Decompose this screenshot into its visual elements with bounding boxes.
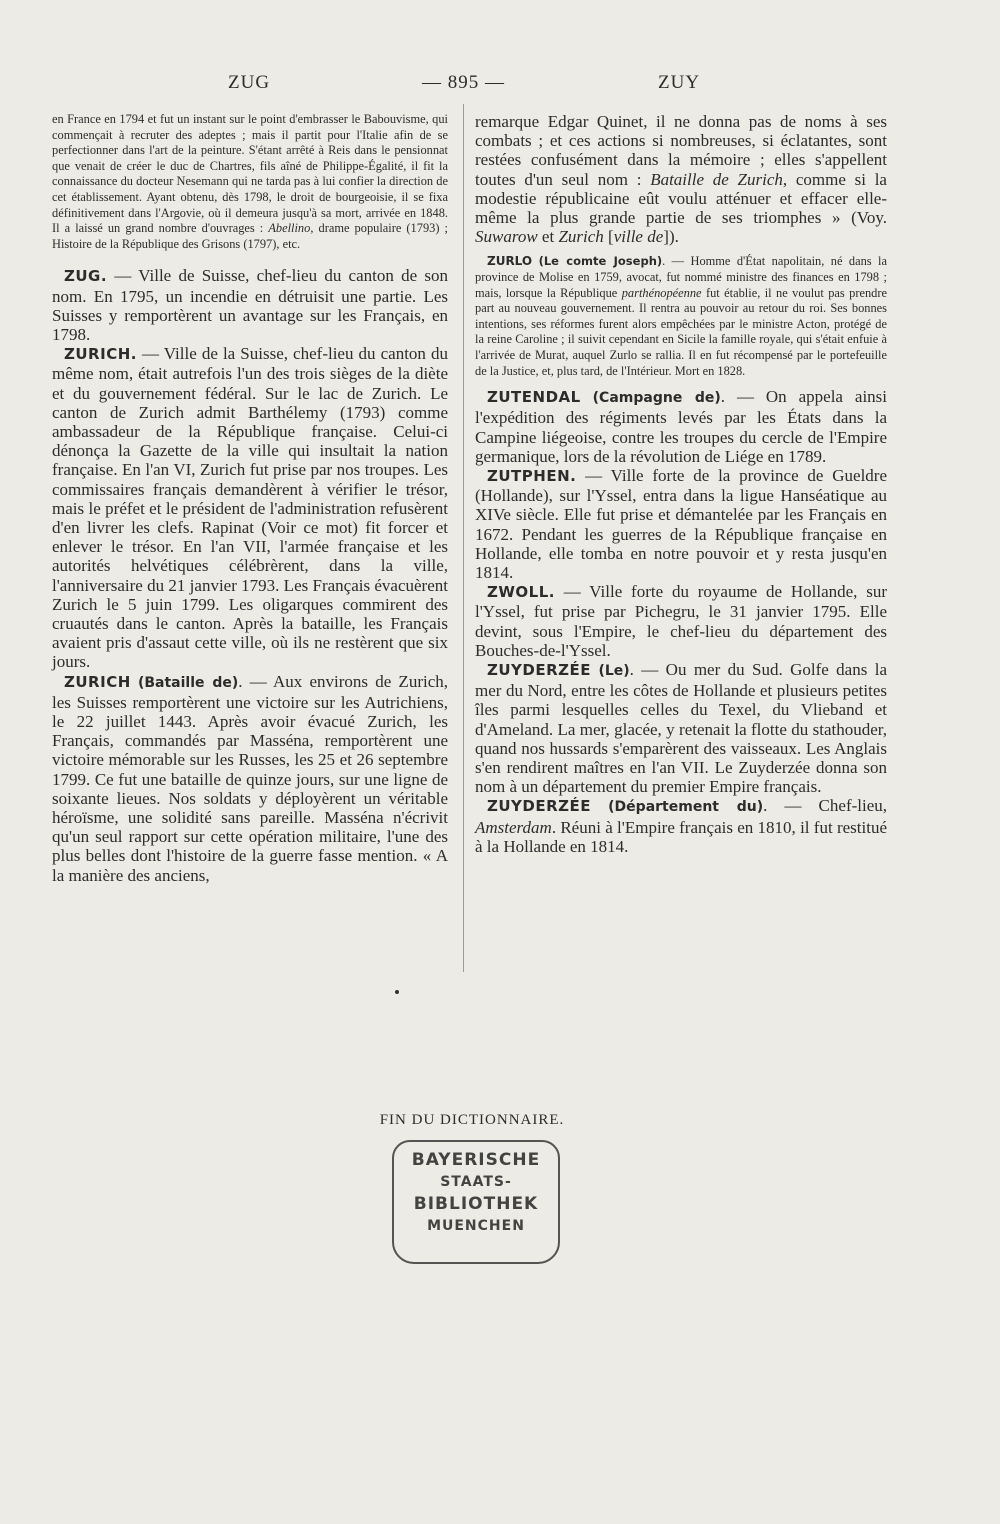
- entry-zurich-bataille: ZURICH (Bataille de). — Aux environs de Zurich, les Suisses remportèrent une victoire sur les Autrichiens, le 22 juillet 1443. Après avoir évacué Zurich, les Français, commandés par Masséna, remportèrent une victoire mémorable sur les Russes, les 25 et 26 septembre 1799. Ce fut une bataille de quinze jours, sur une ligne de soixante lieues. Nos soldats y déployèrent un véritable héroïsme, une solidité sans pareille. Masséna n'écrivit qu'un seul rapport sur cette opération militaire, l'une des plus belles dont l'histoire de la guerre fasse mention. « A la manière des anciens,: [52, 671, 448, 885]
- page-number: — 895 —: [422, 72, 505, 93]
- entry-zwoll: ZWOLL. — Ville forte du royaume de Hollande, sur l'Yssel, fut prise par Pichegru, le 31 janvier 1795. Elle devint, sous l'Empire, le chef-lieu du département des Bouches-de-l'Yssel.: [475, 582, 887, 660]
- library-stamp: [392, 1140, 560, 1264]
- stamp-line-4: MUENCHEN: [427, 1218, 525, 1234]
- entry-zug: ZUG. — Ville de Suisse, chef-lieu du canton de son nom. En 1795, un incendie en détruisit une partie. Les Suisses y remportèrent un avantage sur les Français, en 1798.: [52, 266, 448, 344]
- continuation-paragraph: remarque Edgar Quinet, il ne donna pas de noms à ses combats ; et ces actions si nombreuses, si éclatantes, sont restées confusément dans la mémoire ; elles s'appellent toutes d'un seul nom : Bataille de Zurich, comme si la modestie républicaine eût voulu atténuer et effacer elle-même la plus grande partie de ses triomphes » (Voy. Suwarow et Zurich [ville de]).: [475, 112, 887, 247]
- end-of-dictionary: FIN DU DICTIONNAIRE.: [379, 1112, 565, 1128]
- entry-zurlo: ZURLO (Le comte Joseph). — Homme d'État napolitain, né dans la province de Molise en 1759, avocat, fut nommé ministre des finances en 1798 ; mais, lorsque la République parthénopéenne fut établie, il ne voulut pas prendre part au nouveau gouvernement. Il rentra au pouvoir au retour du roi. Ses bonnes intentions, ses réformes furent alors empêchées par le ministre Acton, protégé de la reine Caroline ; il suivit cependant en Sicile la famille royale, qui s'était enfuie à l'arrivée de Murat, auquel Zurlo se rallia. Il en fut récompensé par le portefeuille de la Justice, et, plus tard, de l'Intérieur. Mort en 1828.: [475, 254, 887, 378]
- headword-zurich: ZURICH.: [64, 345, 137, 364]
- page-header: [60, 72, 940, 100]
- entry-zuyderzee: ZUYDERZÉE (Le). — Ou mer du Sud. Golfe dans la mer du Nord, entre les côtes de Hollande et plusieurs petites îles parmi lesquelles celles du Texel, du Vlieband et d'Ameland. La mer, glacée, y retenait la flotte du stathouder, quand nos hussards s'emparèrent des vaisseaux. Les Anglais s'en rendirent maîtres en l'an VII. Le Zuyderzée donna son nom à un département du premier Empire français.: [475, 660, 887, 797]
- stamp-line-2: STAATS-: [440, 1174, 512, 1190]
- headword-zug: ZUG.: [64, 267, 108, 286]
- headword-zwoll: ZWOLL.: [487, 583, 555, 602]
- right-column: [475, 112, 887, 856]
- intro-paragraph: en France en 1794 et fut un instant sur le point d'embrasser le Babouvisme, qui commençait à recruter des adeptes ; mais il partit pour l'Italie afin de se perfectionner dans l'art de la peinture. S'étant arrêté à Reis dans le pensionnat que venait de créer le duc de Chartres, fils aîné de Philippe-Égalité, il fit la connaissance du docteur Nesemann qui ne tarda pas à lui confier la direction de cet établissement. Ayant obtenu, dès 1798, le droit de bourgeoisie, il se fixa définitivement dans l'Argovie, où il demeura jusqu'à sa mort, arrivée en 1848. Il a laissé un grand nombre d'ouvrages : Abellino, drame populaire (1793) ; Histoire de la République des Grisons (1797), etc.: [52, 112, 448, 251]
- entry-zutendal: ZUTENDAL (Campagne de). — On appela ainsi l'expédition des régiments levés par les États dans la Campine liégeoise, contre les troupes du cercle de l'Empire germanique, lors de la révolution de Liége en 1789.: [475, 387, 888, 466]
- running-head-right: ZUY: [658, 72, 701, 93]
- headword-zutendal: ZUTENDAL: [487, 388, 581, 407]
- entry-zutphen: ZUTPHEN. — Ville forte de la province de Gueldre (Hollande), sur l'Yssel, entra dans la ligue Hanséatique au XIVe siècle. Elle fut prise et démantelée par les Français en 1672. Pendant les guerres de la République française en Hollande, elle tomba en notre pouvoir et y resta jusqu'en 1814.: [475, 465, 887, 582]
- stamp-line-3: BIBLIOTHEK: [413, 1194, 539, 1214]
- left-column: [52, 112, 448, 885]
- headword-zurlo: ZURLO: [487, 254, 533, 269]
- headword-zurich-bataille: ZURICH: [64, 672, 131, 691]
- headword-zuyderzee-departement: ZUYDERZÉE: [487, 797, 592, 816]
- headword-zuyderzee: ZUYDERZÉE: [487, 661, 592, 680]
- running-head-left: ZUG: [228, 72, 271, 93]
- column-divider: [463, 104, 464, 972]
- stamp-line-1: BAYERISCHE: [411, 1150, 541, 1170]
- entry-zuyderzee-departement: ZUYDERZÉE (Département du). — Chef-lieu, Amsterdam. Réuni à l'Empire français en 1810, il fut restitué à la Hollande en 1814.: [475, 796, 888, 856]
- headword-zutphen: ZUTPHEN.: [487, 466, 577, 485]
- entry-zurich: ZURICH. — Ville de la Suisse, chef-lieu du canton du même nom, était autrefois l'un des trois sièges de la diète et du gouvernement fédéral. Sur le lac de Zurich. Le canton de Zurich admit Barthélemy (1793) comme ambassadeur de la République française. Celui-ci dénonça la Gazette de la ville qui insultait la nation française. En l'an VI, Zurich fut prise par nos troupes. Les commissaires français demandèrent à vérifier le trésor, mais le préfet et le président de l'administration refusèrent d'en livrer les clefs. Rapinat (Voir ce mot) fit forcer et enlever le trésor. En l'an VII, l'armée française et les autorités helvétiques célébrèrent, dans la ville, l'anniversaire du 21 janvier 1793. Les Français évacuèrent Zurich le 5 juin 1799. Les oligarques commirent des cruautés dans le canton. Après la bataille, les Français avaient pris d'assaut cette ville, où ils ne restèrent que six jours.: [52, 344, 448, 672]
- ink-dot: [395, 990, 399, 994]
